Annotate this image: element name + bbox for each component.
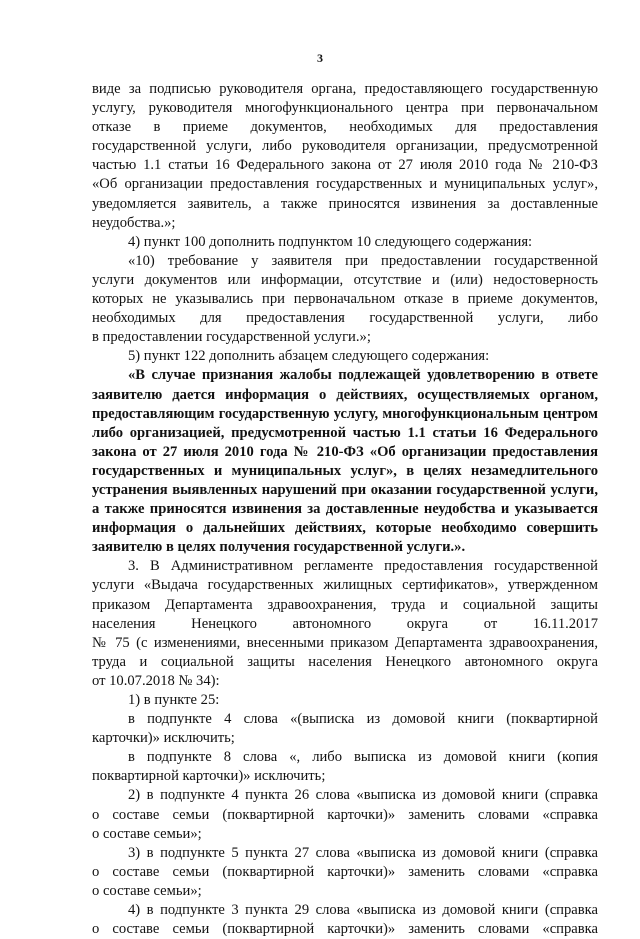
text-line: в предоставлении государственной услуги.»; [92, 329, 371, 346]
text-line: о составе семьи (поквартирной карточки)» заменить словами «справка [92, 863, 598, 880]
text-line: 4) в подпункте 3 пункта 29 слова «выписка из домовой книги (справка [128, 902, 598, 919]
text-line: услуги документов или информации, отсутствие и (или) недостоверность [92, 271, 598, 288]
text-line: 3. В Административном регламенте предоставления государственной [128, 558, 598, 575]
text-line: в подпункте 4 слова «(выписка из домовой книги (поквартирной [128, 711, 598, 728]
text-line: от 10.07.2018 № 34): [92, 672, 220, 689]
text-line: в подпункте 8 слова «, либо выписка из домовой книги (копия [128, 749, 598, 766]
text-line: а также приносятся извинения за доставленные неудобства и указывается [92, 501, 598, 518]
text-line: закона от 27 июля 2010 года № 210-ФЗ «Об организации предоставления [92, 443, 598, 460]
text-line: неудобства.»; [92, 214, 176, 231]
text-line: «10) требование у заявителя при предоставлении государственной [128, 252, 598, 269]
text-line: поквартирной карточки)» исключить; [92, 768, 326, 785]
text-line: 4) пункт 100 дополнить подпунктом 10 следующего содержания: [128, 233, 533, 250]
text-line: государственной услуги, либо руководителя организации, предусмотренной [92, 138, 598, 155]
text-line: о составе семьи»; [92, 882, 202, 899]
text-line: 1) в пункте 25: [128, 692, 220, 708]
text-line: государственных и муниципальных услуг», в целях незамедлительного [92, 462, 598, 479]
text-line: либо организацией, предусмотренной частью 1.1 статьи 16 Федерального [92, 424, 598, 441]
text-line: о составе семьи (поквартирной карточки)» заменить словами «справка [92, 806, 598, 823]
document-body [92, 80, 598, 939]
text-line: услугу, руководителя многофункционального центра при первоначальном [92, 100, 598, 117]
text-line: труда и социальной защиты населения Ненецкого автономного округа [92, 653, 598, 670]
text-line: предоставляющим государственную услугу, многофункциональным центром [92, 405, 598, 422]
text-line: «В случае признания жалобы подлежащей удовлетворению в ответе [128, 367, 598, 384]
text-line: заявителю дается информация о действиях, осуществляемых органом, [92, 386, 598, 403]
text-line: населения Ненецкого автономного округа от 16.11.2017 [92, 615, 598, 632]
text-line: уведомляется заявитель, а также приносятся извинения за доставленные [92, 195, 598, 212]
text-line: заявителю в целях получения государственной услуги.». [92, 539, 466, 556]
text-line: о составе семьи (поквартирной карточки)» заменить словами «справка [92, 921, 598, 938]
text-line: частью 1.1 статьи 16 Федерального закона от 27 июля 2010 года № 210-ФЗ [92, 157, 598, 174]
text-line: 2) в подпункте 4 пункта 26 слова «выписка из домовой книги (справка [128, 787, 598, 804]
text-line: которых не указывались при первоначальном отказе в приеме документов, [92, 291, 598, 308]
text-line: приказом Департамента здравоохранения, труда и социальной защиты [92, 596, 598, 613]
text-line: виде за подписью руководителя органа, предоставляющего государственную [92, 81, 598, 97]
text-line: карточки)» исключить; [92, 730, 235, 747]
text-line: необходимых для предоставления государственной услуги, либо [92, 310, 598, 327]
text-line: услуги «Выдача государственных жилищных сертификатов», утвержденном [92, 577, 598, 594]
page-number: 3 [317, 51, 323, 65]
text-line: информация о дальнейших действиях, которые необходимо совершить [92, 520, 598, 537]
text-line: «Об организации предоставления государственных и муниципальных услуг», [92, 176, 598, 193]
text-line: № 75 (с изменениями, внесенными приказом Департамента здравоохранения, [92, 634, 598, 651]
text-line: устранения выявленных нарушений при оказании государственной услуги, [92, 481, 598, 498]
text-line: 3) в подпункте 5 пункта 27 слова «выписка из домовой книги (справка [128, 844, 598, 861]
text-line: о составе семьи»; [92, 825, 202, 842]
text-line: 5) пункт 122 дополнить абзацем следующего содержания: [128, 348, 490, 365]
text-line: отказе в приеме документов, необходимых для предоставления [92, 119, 598, 136]
